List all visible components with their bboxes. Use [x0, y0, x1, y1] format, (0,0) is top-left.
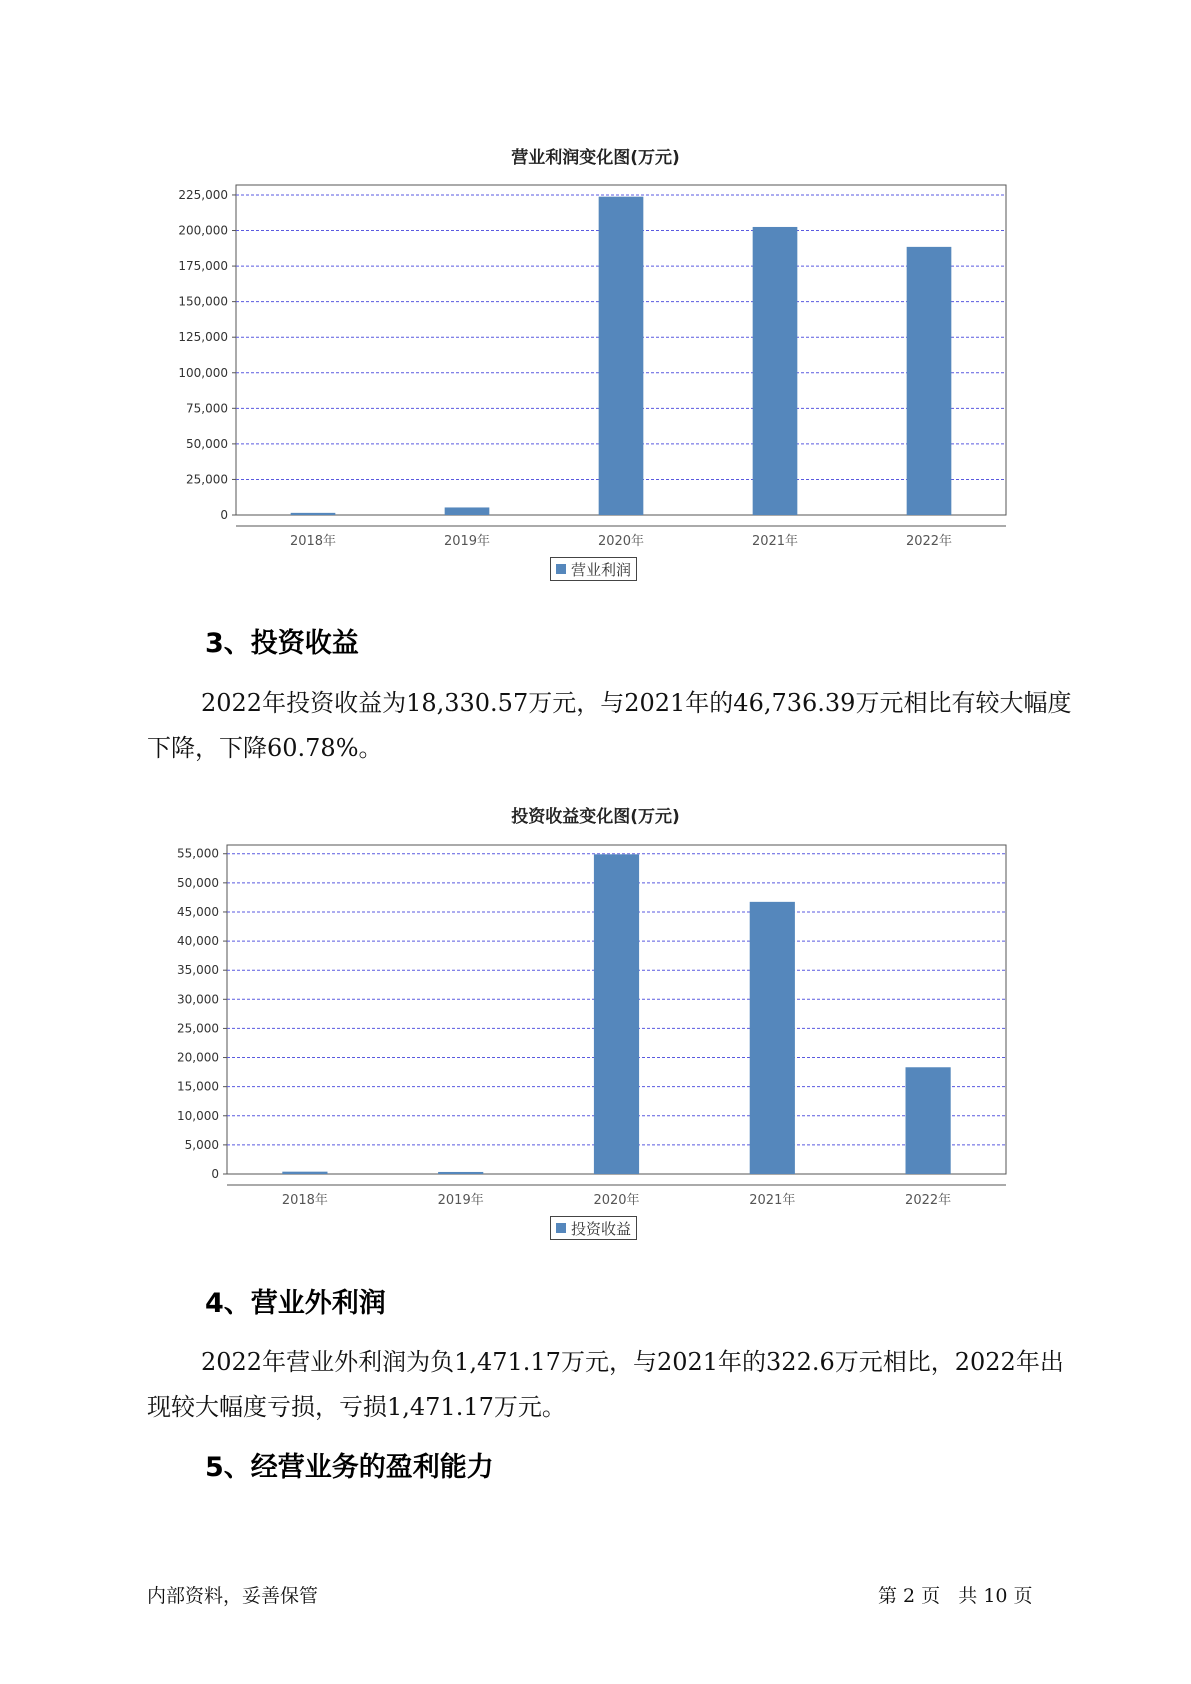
y-tick-label: 20,000	[177, 1050, 219, 1065]
bar-2021年	[753, 227, 798, 515]
y-tick-label: 75,000	[186, 401, 228, 416]
x-tick-label: 2020年	[593, 1193, 640, 1208]
footer-confidential-note: 内部资料，妥善保管	[147, 1585, 319, 1607]
paragraph-non-operating-profit: 2022年营业外利润为负1,471.17万元，与2021年的322.6万元相比，2022年出现较大幅度亏损，亏损1,471.17万元。	[147, 1348, 1064, 1421]
chart-title-investment-income: 投资收益变化图(万元)	[511, 807, 680, 827]
legend-label: 营业利润	[571, 560, 632, 579]
y-tick-label: 150,000	[178, 294, 228, 309]
chart-operating-profit	[0, 170, 1191, 570]
chart-legend-operating-profit	[550, 557, 637, 581]
chart-investment-income	[0, 830, 1191, 1230]
bar-2022年	[906, 1067, 951, 1174]
bar-2019年	[445, 507, 490, 515]
y-tick-label: 0	[220, 508, 228, 522]
x-tick-label: 2020年	[597, 534, 645, 549]
y-tick-label: 25,000	[186, 472, 228, 487]
y-tick-label: 10,000	[177, 1108, 219, 1123]
x-tick-label: 2021年	[751, 534, 799, 549]
y-tick-label: 5,000	[184, 1137, 219, 1152]
y-tick-label: 25,000	[177, 1021, 219, 1036]
y-tick-label: 125,000	[178, 330, 228, 345]
bar-2018年	[282, 1172, 327, 1174]
x-tick-label: 2019年	[437, 1193, 484, 1208]
x-tick-label: 2022年	[905, 1193, 952, 1208]
page-indicator: 第 2 页 共 10 页	[878, 1585, 1033, 1607]
x-tick-label: 2022年	[905, 534, 953, 549]
legend-swatch	[556, 1223, 566, 1233]
paragraph-investment-income: 2022年投资收益为18,330.57万元，与2021年的46,736.39万元相比有较大幅度下降，下降60.78%。	[147, 689, 1072, 762]
y-tick-label: 100,000	[178, 365, 228, 380]
y-tick-label: 225,000	[178, 187, 228, 202]
y-tick-label: 40,000	[177, 934, 219, 949]
y-tick-label: 175,000	[178, 259, 228, 274]
section-heading-investment-income: 3、投资收益	[205, 628, 359, 659]
y-tick-label: 200,000	[178, 223, 228, 238]
x-tick-label: 2018年	[289, 534, 337, 549]
y-tick-label: 0	[211, 1167, 219, 1181]
chart-title-operating-profit: 营业利润变化图(万元)	[511, 148, 680, 168]
y-tick-label: 15,000	[177, 1079, 219, 1094]
x-tick-label: 2019年	[443, 534, 491, 549]
legend-label: 投资收益	[571, 1219, 632, 1238]
x-tick-label: 2021年	[749, 1193, 796, 1208]
footer-page-number	[878, 1581, 1033, 1608]
section-heading-non-operating-profit: 4、营业外利润	[205, 1288, 386, 1319]
bar-2020年	[599, 197, 644, 515]
y-tick-label: 50,000	[186, 436, 228, 451]
bar-2022年	[907, 247, 952, 515]
y-tick-label: 50,000	[177, 875, 219, 890]
chart-legend-investment-income	[550, 1216, 637, 1240]
y-tick-label: 35,000	[177, 963, 219, 978]
y-tick-label: 30,000	[177, 992, 219, 1007]
section-heading-profitability: 5、经营业务的盈利能力	[205, 1452, 494, 1483]
bar-2021年	[750, 902, 795, 1174]
x-tick-label: 2018年	[281, 1193, 328, 1208]
legend-swatch	[556, 564, 566, 574]
bar-2019年	[438, 1172, 483, 1174]
bar-2018年	[291, 513, 336, 515]
y-tick-label: 45,000	[177, 904, 219, 919]
bar-2020年	[594, 854, 639, 1174]
y-tick-label: 55,000	[177, 846, 219, 861]
